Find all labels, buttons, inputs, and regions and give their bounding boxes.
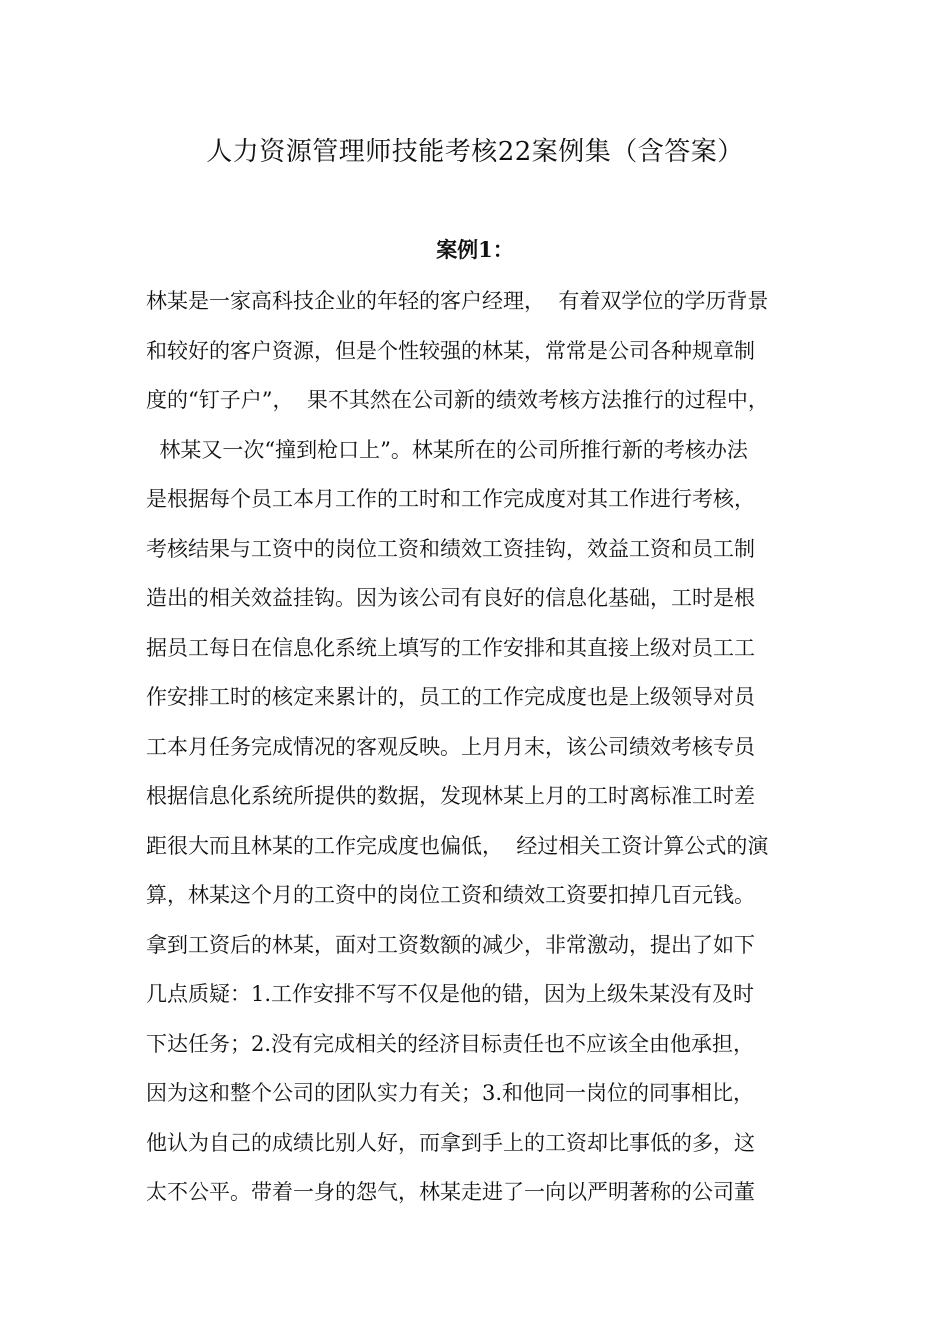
body-line: 度的“钉子户”， 果不其然在公司新的绩效考核方法推行的过程中， (146, 388, 769, 412)
body-line: 作安排工时的核定来累计的，员工的工作完成度也是上级领导对员 (146, 685, 755, 709)
body-line: 算，林某这个月的工资中的岗位工资和绩效工资要扣掉几百元钱。 (146, 883, 755, 907)
case-body-text (146, 283, 836, 1224)
body-line: 他认为自己的成绩比别人好，而拿到手上的工资却比事低的多，这 (146, 1130, 755, 1155)
body-line: 根据信息化系统所提供的数据，发现林某上月的工时离标准工时差 (146, 784, 755, 808)
body-line: 几点质疑：1.工作安排不写不仅是他的错，因为上级朱某没有及时 (146, 982, 755, 1006)
body-line: 因为这和整个公司的团队实力有关；3.和他同一岗位的同事相比， (146, 1081, 755, 1105)
body-line: 林某又一次“撞到枪口上”。林某所在的公司所推行新的考核办法 (146, 437, 748, 462)
body-line: 是根据每个员工本月工作的工时和工作完成度对其工作进行考核， (146, 487, 755, 511)
body-line: 林某是一家高科技企业的年轻的客户经理， 有着双学位的学历背景 (146, 289, 769, 313)
body-line: 距很大而且林某的工作完成度也偏低， 经过相关工资计算公式的演 (146, 833, 769, 858)
body-line: 考核结果与工资中的岗位工资和绩效工资挂钩，效益工资和员工制 (146, 536, 755, 561)
body-line: 拿到工资后的林某，面对工资数额的减少，非常激动，提出了如下 (146, 932, 755, 957)
body-line: 下达任务；2.没有完成相关的经济目标责任也不应该全由他承担， (146, 1031, 755, 1056)
case-heading: 案例1： (436, 237, 514, 262)
body-line: 和较好的客户资源，但是个性较强的林某，常常是公司各种规章制 (146, 338, 755, 363)
body-line: 工本月任务完成情况的客观反映。上月月末，该公司绩效考核专员 (146, 734, 755, 759)
body-line: 造出的相关效益挂钩。因为该公司有良好的信息化基础，工时是根 (146, 586, 755, 610)
body-line: 据员工每日在信息化系统上填写的工作安排和其直接上级对员工工 (146, 635, 755, 660)
body-line: 太不公平。带着一身的怨气，林某走进了一向以严明著称的公司董 (146, 1180, 755, 1204)
document-title: 人力资源管理师技能考核22案例集（含答案） (206, 137, 744, 167)
